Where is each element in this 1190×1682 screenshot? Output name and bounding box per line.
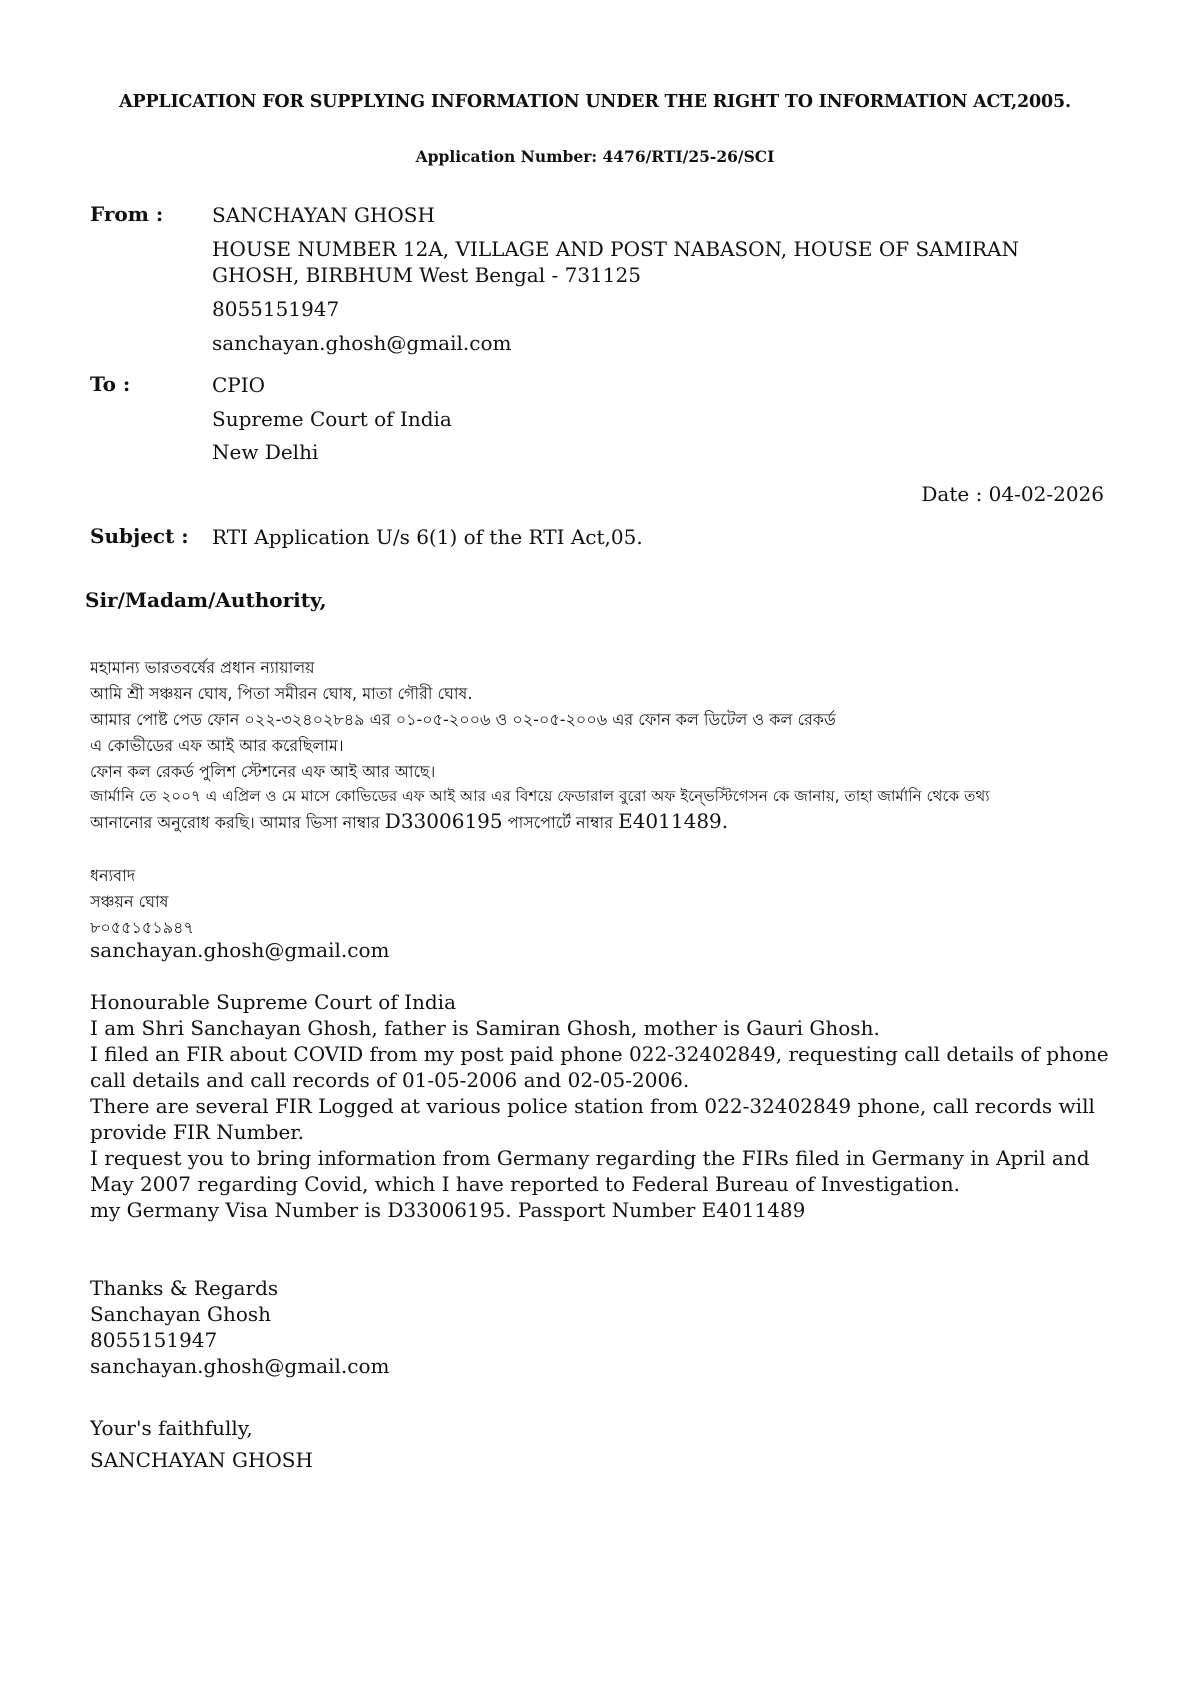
bengali-thanks: ধন্যবাদ [90, 866, 136, 885]
salutation: Sir/Madam/Authority, [85, 588, 327, 612]
to-line2: Supreme Court of India [212, 407, 452, 431]
english-line: I request you to bring information from Germany regarding the FIRs filed in Germany in April and [90, 1146, 1090, 1170]
bengali-line: এ কোভীডের এফ আই আর করেছিলাম। [90, 736, 344, 755]
english-signature-email: sanchayan.ghosh@gmail.com [90, 1354, 390, 1378]
bengali-line-last [90, 809, 728, 837]
closing-name: SANCHAYAN GHOSH [90, 1448, 313, 1472]
date: Date : 04-02-2026 [921, 482, 1104, 506]
bengali-signature-phone: ৮০৫৫১৫১৯৪৭ [90, 918, 194, 937]
bengali-request-text: আনানোর অনুরোধ করছি। আমার ভিসা নাম্বার [90, 813, 385, 832]
passport-number: E4011489. [618, 809, 729, 833]
english-line: provide FIR Number. [90, 1120, 304, 1144]
english-line: I am Shri Sanchayan Ghosh, father is Samiran Ghosh, mother is Gauri Ghosh. [90, 1016, 880, 1040]
english-line: Honourable Supreme Court of India [90, 990, 456, 1014]
from-label: From : [90, 202, 164, 226]
english-line: May 2007 regarding Covid, which I have reported to Federal Bureau of Investigation. [90, 1172, 960, 1196]
bengali-line: আমি শ্রী সঞ্চয়ন ঘোষ, পিতা সমীরন ঘোষ, মাতা গৌরী ঘোষ. [90, 684, 473, 703]
english-line: call details and call records of 01-05-2006 and 02-05-2006. [90, 1068, 690, 1092]
to-label: To : [90, 372, 131, 396]
bengali-signature-email: sanchayan.ghosh@gmail.com [90, 938, 390, 962]
bengali-line: ফোন কল রেকর্ড পুলিশ স্টেশনের এফ আই আর আছে। [90, 762, 436, 781]
from-phone: 8055151947 [212, 297, 340, 321]
from-address-line1: HOUSE NUMBER 12A, VILLAGE AND POST NABASON, HOUSE OF SAMIRAN [212, 237, 1020, 261]
bengali-line: জার্মানি তে ২০০৭ এ এপ্রিল ও মে মাসে কোভিডের এফ আই আর এর বিশয়ে ফেডারাল বুরো অফ ইন্ভেস্টিগেসন কে জানায়, তাহা জার্মানি থেকে তথ্য [90, 787, 990, 805]
english-signature-phone: 8055151947 [90, 1328, 218, 1352]
english-line: I filed an FIR about COVID from my post paid phone 022-32402849, requesting call details of phone [90, 1042, 1109, 1066]
closing-text: Your's faithfully, [90, 1416, 253, 1440]
from-address-line2: GHOSH, BIRBHUM West Bengal - 731125 [212, 263, 641, 287]
visa-number: D33006195 [384, 809, 503, 833]
subject-label: Subject : [90, 524, 189, 548]
to-line3: New Delhi [212, 440, 319, 464]
to-line1: CPIO [212, 373, 266, 397]
application-number: Application Number: 4476/RTI/25-26/SCI [415, 147, 775, 166]
english-line: There are several FIR Logged at various police station from 022-32402849 phone, call records will [90, 1094, 1095, 1118]
bengali-passport-text: পাসপোর্টে নাম্বার [502, 813, 619, 832]
english-regards: Thanks & Regards [90, 1276, 279, 1300]
english-line: my Germany Visa Number is D33006195. Passport Number E4011489 [90, 1198, 806, 1222]
bengali-signature-name: সঞ্চয়ন ঘোষ [90, 892, 169, 911]
document-title: APPLICATION FOR SUPPLYING INFORMATION UNDER THE RIGHT TO INFORMATION ACT,2005. [119, 92, 1071, 112]
from-name: SANCHAYAN GHOSH [212, 203, 435, 227]
subject-text: RTI Application U/s 6(1) of the RTI Act,05. [212, 525, 643, 549]
bengali-line: আমার পোষ্ট পেড ফোন ০২২-৩২৪০২৮৪৯ এর ০১-০৫-২০০৬ ও ০২-০৫-২০০৬ এর ফোন কল ডিটেল ও কল রেকর্ড [90, 710, 836, 729]
from-email: sanchayan.ghosh@gmail.com [212, 331, 512, 355]
english-signature-name: Sanchayan Ghosh [90, 1302, 272, 1326]
bengali-line: মহামান্য ভারতবর্ষের প্রধান ন্যায়ালয় [90, 658, 315, 677]
